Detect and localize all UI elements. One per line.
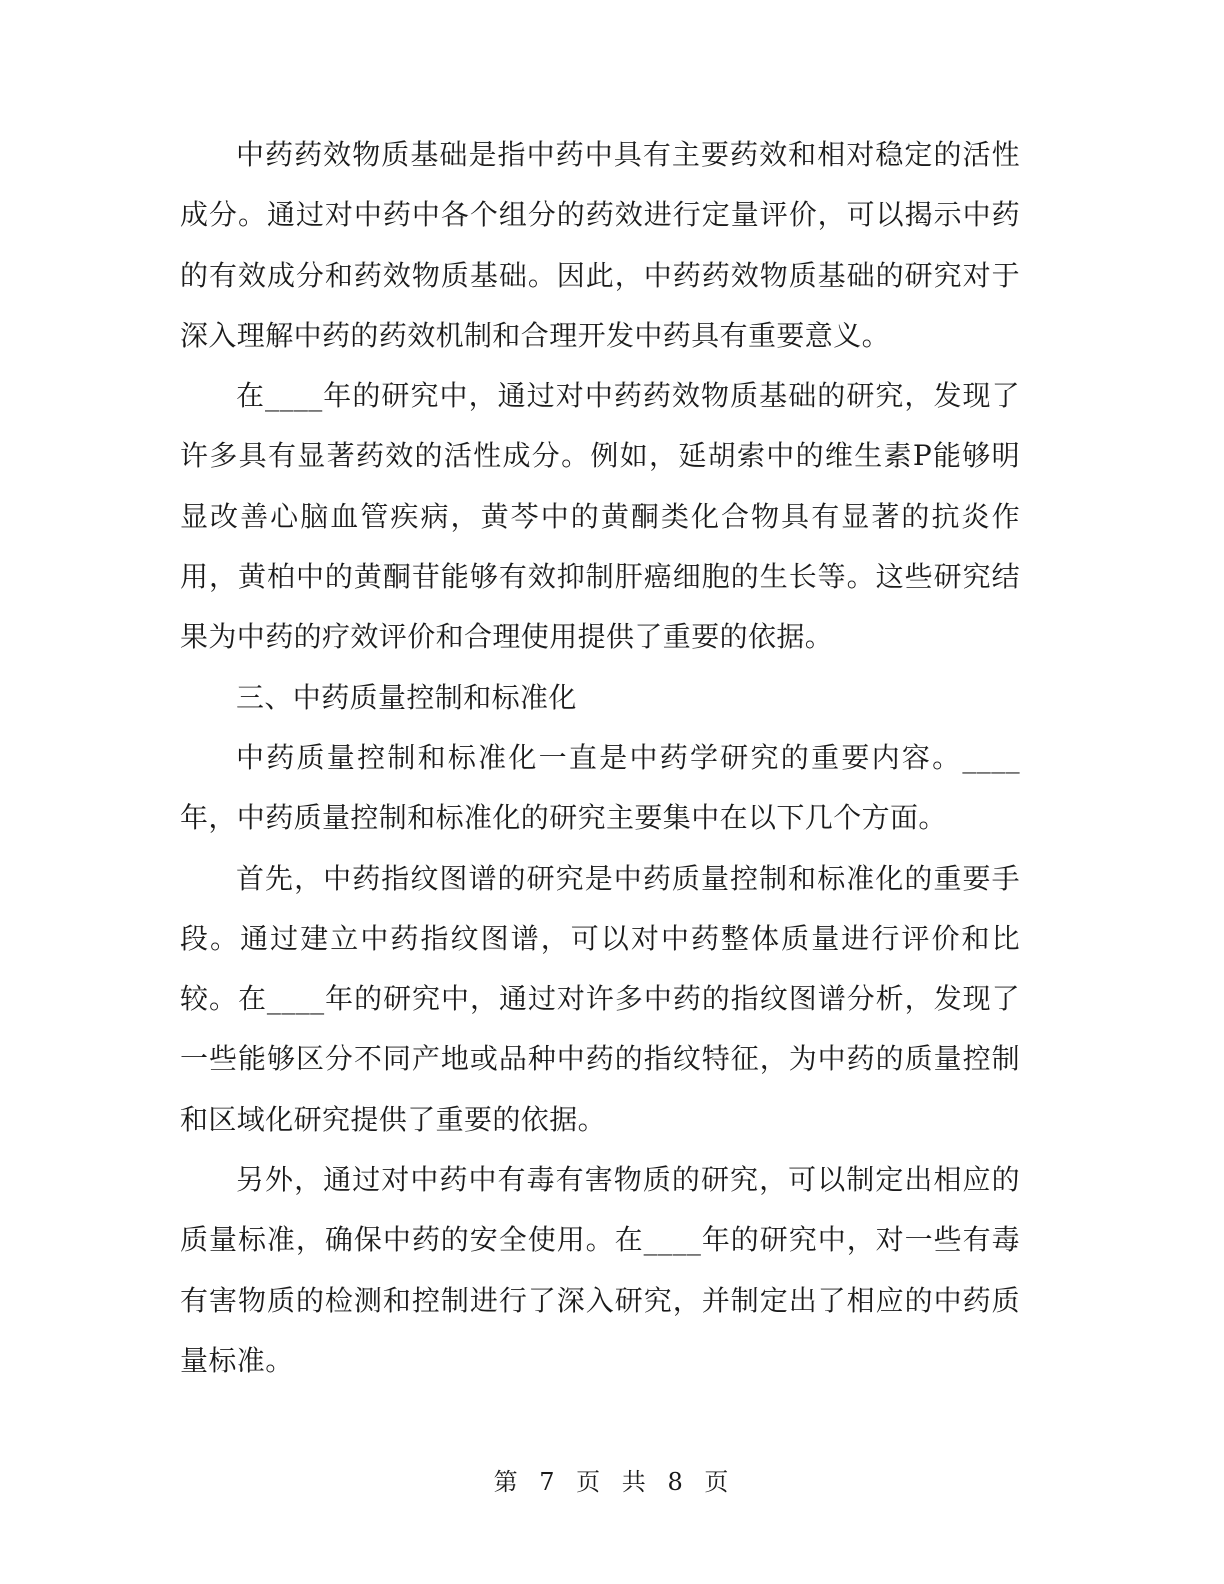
section-heading-quality-control: 三、中药质量控制和标准化 bbox=[236, 680, 577, 714]
paragraph-fingerprint-research: 首先，中药指纹图谱的研究是中药质量控制和标准化的重要手段。通过建立中药指纹图谱，可以对中药整体质量进行评价和比较。在____年的研究中，通过对许多中药的指纹图谱分析，发现了一些能够区分不同产地或品种中药的指纹特征，为中药的质量控制和区域化研究提供了重要的依据。 bbox=[180, 861, 1020, 1136]
paragraph-research-findings: 在____年的研究中，通过对中药药效物质基础的研究，发现了许多具有显著药效的活性成分。例如，延胡索中的维生素P能够明显改善心脑血管疾病，黄芩中的黄酮类化合物具有显著的抗炎作用，黄柏中的黄酮苷能够有效抑制肝癌细胞的生长等。这些研究结果为中药的疗效评价和合理使用提供了重要的依据。 bbox=[180, 379, 1020, 654]
paragraph-quality-control-intro: 中药质量控制和标准化一直是中药学研究的重要内容。____年，中药质量控制和标准化的研究主要集中在以下几个方面。 bbox=[180, 740, 1020, 835]
paragraph-active-ingredients-definition: 中药药效物质基础是指中药中具有主要药效和相对稳定的活性成分。通过对中药中各个组分的药效进行定量评价，可以揭示中药的有效成分和药效物质基础。因此，中药药效物质基础的研究对于深入理解中药的药效机制和合理开发中药具有重要意义。 bbox=[180, 138, 1020, 352]
document-body bbox=[180, 125, 1020, 1391]
paragraph-toxic-substances: 另外，通过对中药中有毒有害物质的研究，可以制定出相应的质量标准，确保中药的安全使用。在____年的研究中，对一些有毒有害物质的检测和控制进行了深入研究，并制定出了相应的中药质量标准。 bbox=[180, 1163, 1020, 1377]
page-number-footer: 第 7 页 共 8 页 bbox=[493, 1468, 731, 1496]
